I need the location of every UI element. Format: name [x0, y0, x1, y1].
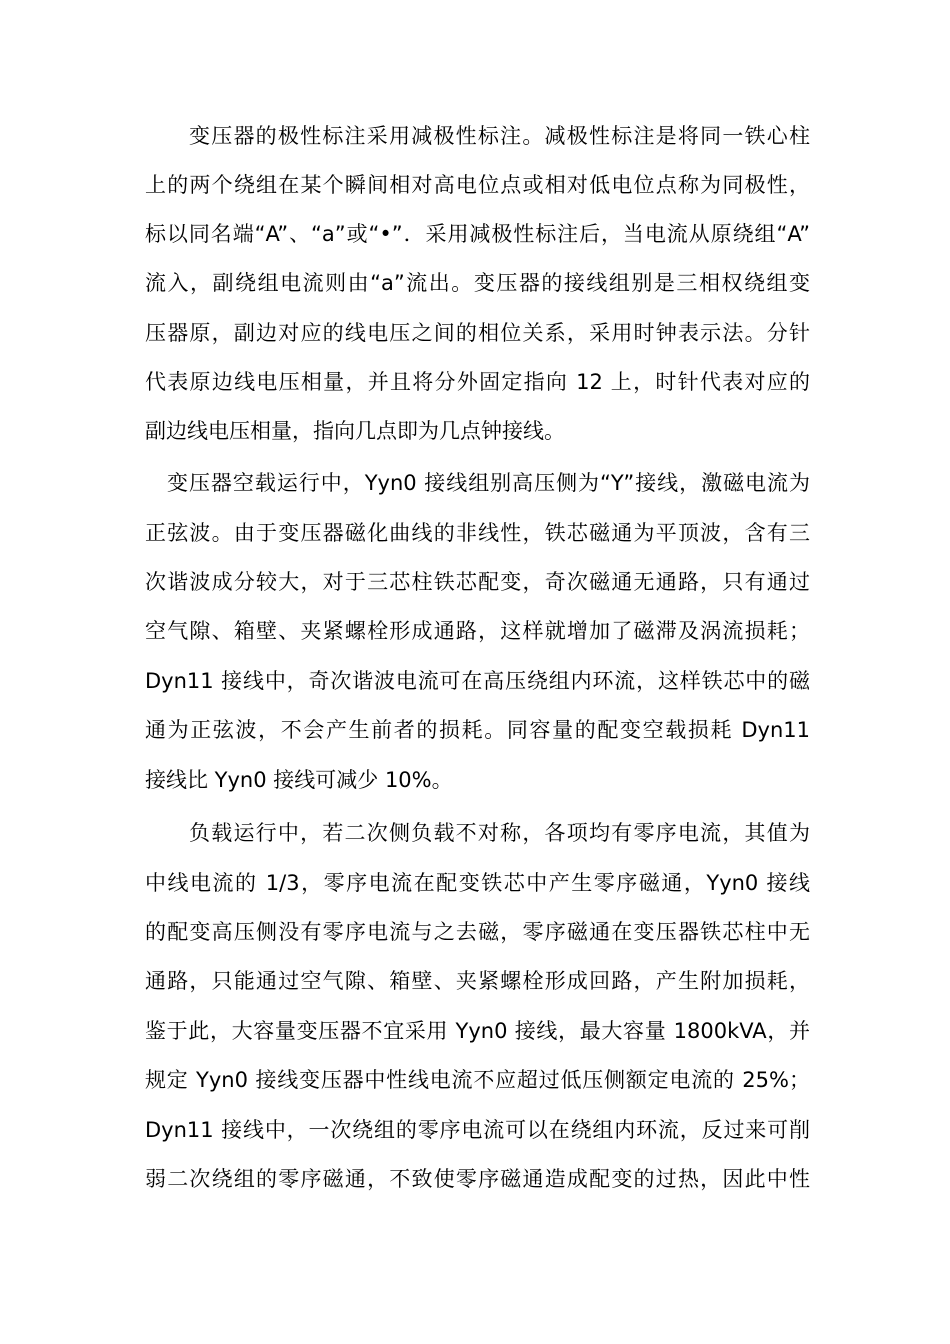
- paragraph-2-line-5: Dyn11 接线中，奇次谐波电流可在高压绕组内环流，这样铁芯中的磁: [145, 669, 810, 693]
- paragraph-3-line-4: 通路，只能通过空气隙、箱壁、夹紧螺栓形成回路，产生附加损耗，: [145, 969, 810, 993]
- paragraph-1-line-4: 流入，副绕组电流则由“a”流出。变压器的接线组别是三相权绕组变: [145, 271, 810, 295]
- paragraph-3-line-2: 中线电流的 1/3，零序电流在配变铁芯中产生零序磁通，Yyn0 接线: [145, 871, 810, 895]
- paragraph-2-line-7: 接线比 Yyn0 接线可减少 10%。: [145, 768, 453, 792]
- paragraph-2-line-3: 次谐波成分较大，对于三芯柱铁芯配变，奇次磁通无通路，只有通过: [145, 570, 810, 594]
- paragraph-3-line-5: 鉴于此，大容量变压器不宜采用 Yyn0 接线，最大容量 1800kVA，并: [145, 1019, 810, 1043]
- paragraph-1-line-6: 代表原边线电压相量，并且将分外固定指向 12 上，时针代表对应的: [145, 370, 810, 394]
- paragraph-1-line-2: 上的两个绕组在某个瞬间相对高电位点或相对低电位点称为同极性，: [145, 173, 810, 197]
- paragraph-1-line-5: 压器原，副边对应的线电压之间的相位关系，采用时钟表示法。分针: [145, 321, 810, 345]
- paragraph-3-line-8: 弱二次绕组的零序磁通，不致使零序磁通造成配变的过热，因此中性: [145, 1167, 810, 1191]
- paragraph-3-line-7: Dyn11 接线中，一次绕组的零序电流可以在绕组内环流，反过来可削: [145, 1118, 810, 1142]
- paragraph-1-line-3: 标以同名端“A”、“a”或“•”．采用减极性标注后，当电流从原绕组“A”: [145, 222, 810, 246]
- paragraph-3-line-3: 的配变高压侧没有零序电流与之去磁，零序磁通在变压器铁芯柱中无: [145, 920, 810, 944]
- paragraph-2-line-1: 变压器空载运行中，Yyn0 接线组别高压侧为“Y”接线，激磁电流为: [167, 471, 810, 495]
- paragraph-3-line-6: 规定 Yyn0 接线变压器中性线电流不应超过低压侧额定电流的 25%；: [145, 1068, 810, 1092]
- paragraph-3-line-1: 负载运行中，若二次侧负载不对称，各项均有零序电流，其值为: [189, 821, 810, 845]
- paragraph-2-line-2: 正弦波。由于变压器磁化曲线的非线性，铁芯磁通为平顶波，含有三: [145, 521, 810, 545]
- paragraph-2-line-6: 通为正弦波，不会产生前者的损耗。同容量的配变空载损耗 Dyn11: [145, 718, 810, 742]
- paragraph-2-line-4: 空气隙、箱壁、夹紧螺栓形成通路，这样就增加了磁滞及涡流损耗；: [145, 619, 810, 643]
- paragraph-1-line-7: 副边线电压相量，指向几点即为几点钟接线。: [145, 419, 565, 443]
- paragraph-1-line-1: 变压器的极性标注采用减极性标注。减极性标注是将同一铁心柱: [189, 124, 810, 148]
